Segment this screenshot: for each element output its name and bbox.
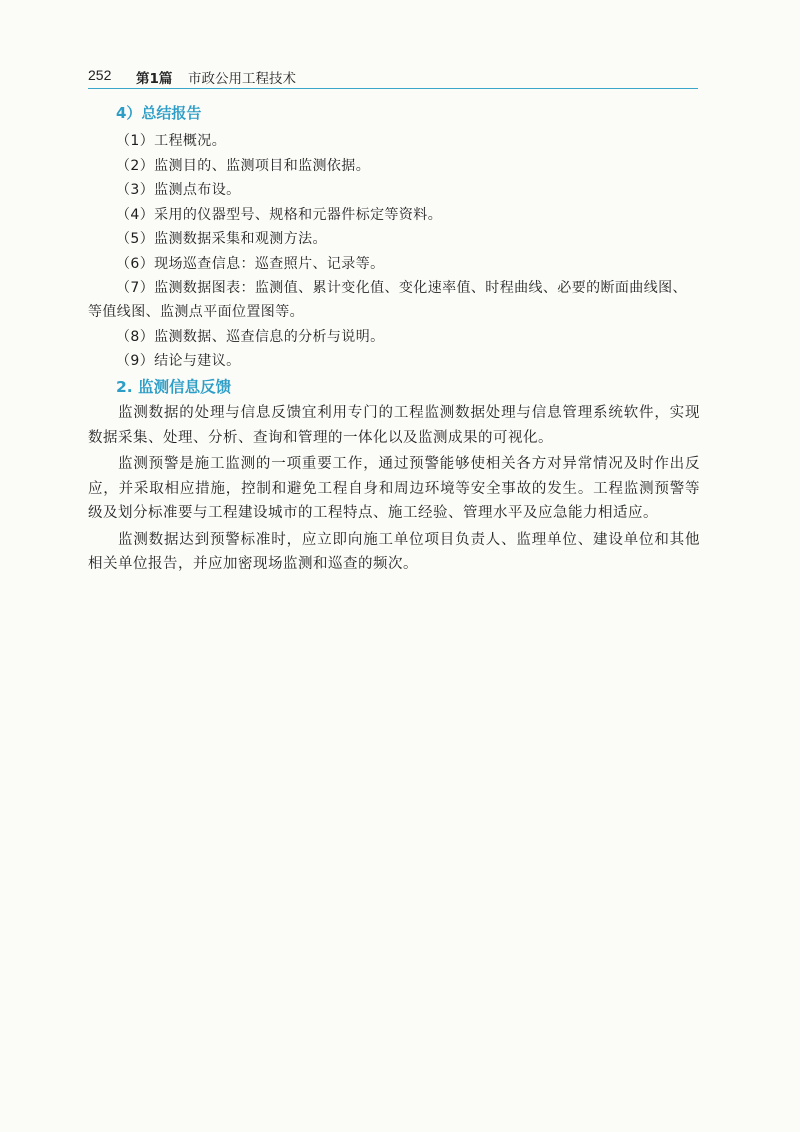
list-item: （4）采用的仪器型号、规格和元器件标定等资料。 bbox=[116, 206, 443, 223]
list-item: （3）监测点布设。 bbox=[116, 182, 241, 198]
list-item: （6）现场巡查信息：巡查照片、记录等。 bbox=[116, 255, 385, 272]
paragraph: 监测数据的处理与信息反馈宜利用专门的工程监测数据处理与信息管理系统软件，实现数据采集、处理、分析、查询和管理的一体化以及监测成果的可视化。 bbox=[88, 405, 700, 446]
list-item: （9）结论与建议。 bbox=[116, 353, 241, 369]
running-header bbox=[88, 64, 698, 89]
paragraph: 监测预警是施工监测的一项重要工作，通过预警能够使相关各方对异常情况及时作出反应，并采取相应措施，控制和避免工程自身和周边环境等安全事故的发生。工程监测预警等级及划分标准要与工程建设城市的工程特点、施工经验、管理水平及应急能力相适应。 bbox=[88, 456, 700, 521]
section-heading-summary-report: 4）总结报告 bbox=[116, 104, 202, 122]
list-item: （5）监测数据采集和观测方法。 bbox=[116, 231, 327, 247]
paragraph: 监测数据达到预警标准时，应立即向施工单位项目负责人、监理单位、建设单位和其他相关单位报告，并应加密现场监测和巡查的频次。 bbox=[88, 531, 700, 572]
list-item: （2）监测目的、监测项目和监测依据。 bbox=[116, 157, 371, 174]
list-item: （8）监测数据、巡查信息的分析与说明。 bbox=[116, 328, 385, 345]
section-heading-info-feedback: 2. 监测信息反馈 bbox=[116, 378, 232, 396]
part-label: 第1篇 bbox=[136, 71, 173, 87]
list-item: （1）工程概况。 bbox=[116, 133, 227, 149]
part-title: 市政公用工程技术 bbox=[188, 71, 296, 87]
list-item: （7）监测数据图表：监测值、累计变化值、变化速率值、时程曲线、必要的断面曲线图、等值线图、监测点平面位置图等。 bbox=[88, 280, 687, 320]
page-body bbox=[88, 97, 700, 579]
page-number: 252 bbox=[88, 67, 112, 83]
